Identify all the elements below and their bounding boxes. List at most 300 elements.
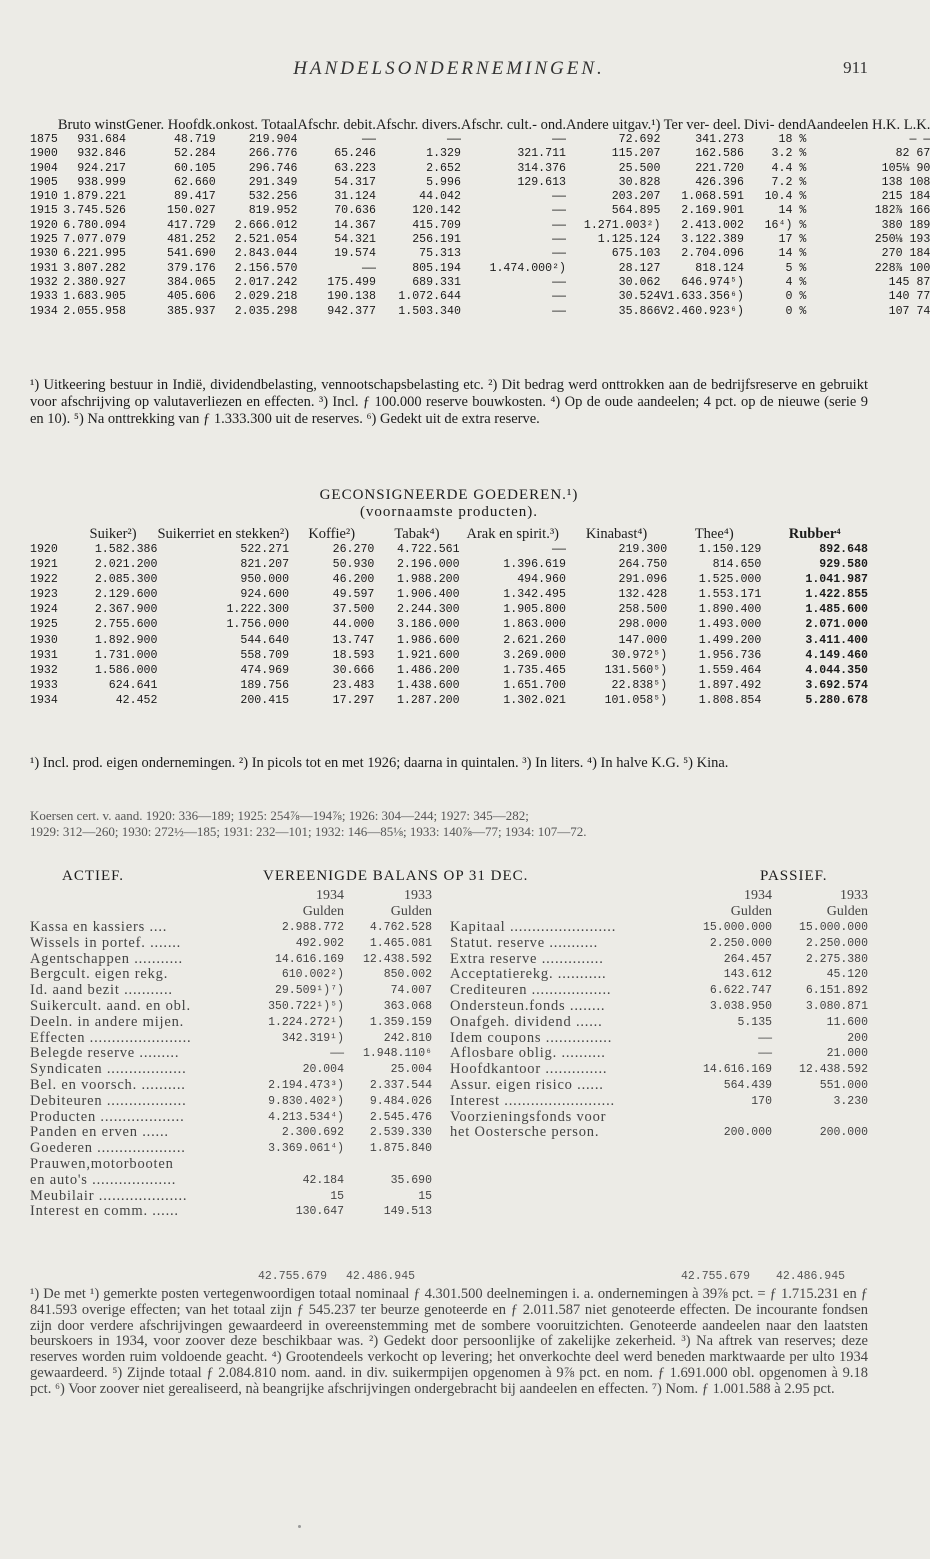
table-cell: 2.021.200: [94, 558, 158, 572]
asset-row: [30, 1094, 432, 1110]
asset-row: [30, 1110, 432, 1126]
table-cell: 2.621.260: [503, 633, 566, 647]
table-cell: 7.2 %: [771, 175, 807, 189]
asset-value-1933: 149.513: [383, 1205, 432, 1219]
table-row: [30, 587, 868, 602]
asset-value-1934: 130.647: [295, 1205, 344, 1219]
table-cell: 1.150.129: [698, 543, 762, 556]
table-cell: 2.129.600: [94, 588, 158, 602]
table-cell: 1.486.200: [396, 663, 460, 677]
liability-value-1933: 200.000: [819, 1126, 868, 1140]
row-year: 1932: [30, 275, 58, 289]
table-cell: 221.720: [695, 161, 744, 175]
asset-value-1933: 2.545.476: [369, 1110, 432, 1124]
table-cell: 341.273: [695, 133, 744, 146]
table-cell: 101.058⁵): [604, 693, 668, 707]
assets-unit-1934: Gulden: [302, 904, 344, 919]
results-notes: [30, 377, 868, 428]
table-cell: 50.930: [332, 558, 375, 572]
table-cell: 75.313: [419, 247, 461, 261]
table-cell: 162.586: [695, 147, 744, 161]
asset-row: [30, 952, 432, 968]
asset-row: [30, 999, 432, 1015]
table-cell: 1.956.736: [698, 648, 762, 662]
liability-value-1934: 200.000: [723, 1126, 772, 1140]
asset-row: [30, 983, 432, 999]
table-cell: 2.244.300: [396, 603, 460, 617]
liability-row: [450, 952, 868, 968]
table-cell: 4 %: [785, 275, 807, 289]
asset-row: [30, 1173, 432, 1189]
table-cell: 0 %: [785, 304, 807, 318]
asset-row: [30, 936, 432, 952]
table-cell: 1.808.854: [698, 693, 762, 707]
results-col-header: Divi- dend: [743, 117, 807, 133]
table-cell: 131.560⁵): [604, 663, 668, 677]
table-row: [30, 162, 930, 176]
table-cell: 385.937: [167, 304, 216, 318]
table-cell: 3.411.400: [805, 633, 868, 647]
table-cell: 258.500: [618, 603, 668, 617]
table-cell: 415.709: [412, 218, 461, 232]
table-cell: 3.269.000: [503, 648, 566, 662]
goods-col-header: Tabak⁴): [394, 526, 440, 542]
table-cell: 72.692: [618, 133, 661, 146]
asset-label: Kassa en kassiers ....: [30, 919, 168, 935]
table-cell: 52.284: [173, 147, 216, 161]
table-cell: 474.969: [240, 663, 290, 677]
table-cell: 18 %: [778, 133, 807, 146]
asset-row: [30, 1015, 432, 1031]
results-table: [30, 118, 930, 319]
table-cell: 929.580: [819, 558, 868, 572]
table-cell: ——: [552, 275, 567, 289]
asset-value-1933: 25.004: [390, 1063, 432, 1077]
results-col-header: onkost. Totaal: [215, 117, 298, 133]
liability-value-1933: 2.275.380: [805, 952, 868, 966]
table-cell: 1.988.200: [396, 573, 460, 587]
table-cell: 190.138: [327, 290, 376, 304]
table-cell: 35.866: [618, 304, 661, 318]
table-cell: ——: [552, 304, 567, 318]
liability-value-1934: 15.000.000: [702, 921, 772, 934]
table-cell: 17.297: [332, 693, 375, 707]
table-row: [30, 290, 930, 304]
table-cell: 1.068.591: [681, 190, 744, 204]
table-cell: 1.879.221: [63, 190, 126, 204]
asset-value-1933: 363.068: [383, 999, 432, 1013]
table-cell: 6.780.094: [63, 218, 126, 232]
results-col-header: Afschr. divers.: [375, 117, 461, 133]
table-cell: 37.500: [332, 603, 375, 617]
goods-notes-text: ¹) Incl. prod. eigen ondernemingen. ²) In picols tot en met 1926; daarna in quintalen. ³) In liters. ⁴) In halve K.G. ⁵) Kina.: [30, 755, 729, 771]
goods-col-header: Koffie²): [308, 526, 356, 542]
table-cell: ——: [362, 261, 376, 275]
asset-row: [30, 1125, 432, 1141]
row-year: 1925: [30, 233, 58, 247]
liabilities-unit-1934: Gulden: [730, 904, 772, 919]
asset-value-1934: 1.224.272¹): [268, 1015, 344, 1029]
row-year: 1905: [30, 175, 58, 189]
liability-value-1933: 551.000: [819, 1078, 868, 1092]
table-cell: 564.895: [611, 204, 661, 218]
asset-label: Bel. en voorsch. ..........: [30, 1076, 186, 1093]
table-row: [30, 133, 930, 147]
row-year: 1920: [30, 218, 58, 232]
table-cell: 200.415: [240, 693, 290, 707]
results-notes-text: ¹) Uitkeering bestuur in Indië, dividendbelasting, vennootschapsbelasting etc. ²) Dit bedrag werd onttrokken aan de bedrijfsreserve en gebruikt voor afschrijving op valutaverliezen en effecten. ³) Incl. ƒ 100.000 reserve bouwkosten. ⁴) Op de oude aandeelen; 4 pct. op de nieuwe (serie 9 en 10). ⁵) Na onttrekking van ƒ 1.333.300 uit de reserves. ⁶) Gedekt uit de extra reserve.: [30, 377, 868, 427]
table-cell: 5.280.678: [805, 693, 868, 707]
row-year: 1933: [30, 678, 58, 692]
table-cell: 105⅛ 90: [881, 161, 930, 175]
liability-label: Ondersteun.fonds ........: [450, 997, 606, 1014]
table-cell: — —: [909, 133, 930, 146]
asset-value-1933: [344, 1157, 432, 1173]
table-row: [30, 542, 868, 557]
asset-value-1934: 20.004: [302, 1063, 344, 1077]
liability-row: [450, 983, 868, 999]
balance-footnote: [30, 1287, 868, 1398]
asset-value-1934: 2.300.692: [281, 1126, 344, 1140]
table-cell: 624.641: [108, 678, 158, 692]
passief-label: PASSIEF.: [760, 868, 828, 884]
liability-value-1934: 264.457: [723, 952, 772, 966]
table-row: [30, 190, 930, 204]
liability-row: [450, 1046, 868, 1062]
table-cell: 14.367: [334, 218, 376, 232]
table-cell: 17 %: [778, 233, 807, 247]
asset-row: [30, 1141, 432, 1157]
row-year: 1930: [30, 247, 58, 261]
table-row: [30, 247, 930, 261]
liability-value-1934: ——: [758, 1031, 772, 1045]
table-cell: 2.017.242: [234, 275, 298, 289]
asset-row: [30, 1189, 432, 1205]
table-cell: 31.124: [334, 190, 376, 204]
asset-label: Bergcult. eigen rekg.: [30, 966, 169, 983]
liability-value-1934: 143.612: [723, 968, 772, 982]
table-cell: ——: [552, 247, 567, 261]
asset-row: [30, 1062, 432, 1078]
page-number: 911: [843, 58, 868, 77]
table-row: [30, 663, 868, 678]
asset-label: Meubilair ....................: [30, 1187, 188, 1204]
table-cell: 65.246: [334, 147, 376, 161]
table-cell: 380 189: [881, 218, 930, 232]
asset-label: Interest en comm. ......: [30, 1203, 179, 1220]
table-cell: 541.690: [167, 247, 216, 261]
asset-row: [30, 1157, 432, 1173]
table-cell: 2.380.927: [63, 275, 126, 289]
table-cell: 532.256: [248, 190, 298, 204]
ink-speck: [298, 1525, 301, 1528]
table-cell: 805.194: [412, 261, 461, 275]
asset-value-1933: 1.359.159: [369, 1015, 432, 1029]
table-cell: 1.474.000²): [489, 261, 567, 275]
assets-total-1933: 42.486.945: [346, 1270, 416, 1283]
table-cell: 3.122.389: [681, 233, 744, 247]
table-cell: 54.317: [334, 175, 376, 189]
liability-label: het Oostersche person.: [450, 1124, 600, 1141]
table-cell: ——: [552, 218, 567, 232]
liability-label: Crediteuren ..................: [450, 982, 612, 999]
asset-value-1934: 342.319¹): [281, 1031, 344, 1045]
table-cell: 819.952: [248, 204, 298, 218]
table-cell: 1.890.400: [698, 603, 762, 617]
table-cell: 924.217: [77, 161, 126, 175]
table-cell: 892.648: [819, 543, 868, 556]
table-cell: 5 %: [785, 261, 807, 275]
asset-value-1934: 9.830.402³): [268, 1094, 344, 1108]
table-cell: 219.300: [618, 543, 668, 556]
table-cell: 1.041.987: [805, 573, 868, 587]
asset-label: Suikercult. aand. en obl.: [30, 997, 191, 1014]
table-cell: 2.071.000: [805, 618, 868, 632]
table-cell: 1.586.000: [94, 663, 158, 677]
asset-label: Prauwen,motorbooten: [30, 1155, 174, 1172]
asset-label: Syndicaten ..................: [30, 1061, 187, 1078]
table-cell: 60.105: [173, 161, 216, 175]
table-cell: 0 %: [785, 290, 807, 304]
results-col-header: Aandeelen H.K. L.K.: [806, 117, 930, 133]
table-cell: 256.191: [412, 233, 461, 247]
table-cell: 16⁴) %: [764, 218, 807, 232]
balance-liabilities: [450, 888, 868, 1141]
table-row: [30, 557, 868, 572]
table-cell: 7.077.079: [63, 233, 126, 247]
asset-value-1934: ——: [330, 1047, 344, 1061]
table-cell: 291.349: [248, 175, 298, 189]
goods-table: [30, 526, 868, 708]
table-cell: 2.652: [426, 161, 461, 175]
liability-value-1933: 15.000.000: [798, 921, 868, 934]
table-cell: 1.499.200: [698, 633, 762, 647]
table-cell: 4.722.561: [396, 543, 460, 556]
asset-label: Effecten .......................: [30, 1029, 192, 1046]
table-cell: 384.065: [167, 275, 216, 289]
table-cell: 544.640: [240, 633, 290, 647]
asset-value-1933: 12.438.592: [362, 952, 432, 966]
goods-col-header: [30, 526, 69, 542]
table-cell: 266.776: [248, 147, 298, 161]
liability-row: [450, 1094, 868, 1110]
row-year: 1932: [30, 663, 58, 677]
running-title: HANDELSONDERNEMINGEN.: [293, 58, 605, 79]
table-cell: 1.125.124: [597, 233, 661, 247]
table-cell: 2.156.570: [234, 261, 298, 275]
page-header: [30, 58, 868, 88]
asset-row: [30, 1031, 432, 1047]
table-cell: 30.062: [618, 275, 661, 289]
liability-label: Idem coupons ...............: [450, 1029, 613, 1046]
asset-value-1933: 15: [418, 1189, 432, 1203]
table-cell: 82 67: [895, 147, 930, 161]
table-cell: 2.413.002: [681, 218, 744, 232]
table-cell: 1.582.386: [94, 543, 158, 556]
table-cell: 689.331: [412, 275, 461, 289]
table-cell: ——: [362, 133, 376, 146]
row-year: 1922: [30, 573, 58, 587]
asset-value-1933: 242.810: [383, 1031, 432, 1045]
table-cell: ——: [551, 543, 566, 556]
liability-value-1934: 564.439: [723, 1078, 772, 1092]
table-cell: 558.709: [240, 648, 290, 662]
asset-value-1933: 74.007: [390, 984, 432, 998]
assets-year-1934: 1934: [316, 888, 344, 903]
row-year: 1904: [30, 161, 58, 175]
table-cell: 379.176: [167, 261, 216, 275]
table-cell: 1.422.855: [805, 588, 868, 602]
table-cell: 1.493.000: [698, 618, 762, 632]
liability-value-1933: 200: [847, 1031, 868, 1045]
share-prices-line-2: 1929: 312—260; 1930: 272½—185; 1931: 232—101; 1932: 146—85⅛; 1933: 140⅞—77; 1934: 107—72.: [30, 824, 587, 839]
liability-value-1934: 6.622.747: [709, 984, 772, 998]
table-cell: 1.525.000: [698, 573, 762, 587]
table-cell: ——: [552, 133, 567, 146]
table-cell: 132.428: [618, 588, 668, 602]
table-cell: 426.396: [695, 175, 744, 189]
table-cell: 298.000: [618, 618, 668, 632]
row-year: 1900: [30, 147, 58, 161]
section-heading: GECONSIGNEERDE GOEDEREN.¹): [319, 487, 579, 503]
asset-value-1934: 4.213.534⁴): [268, 1110, 344, 1124]
table-cell: 1.906.400: [396, 588, 460, 602]
table-cell: 89.417: [173, 190, 216, 204]
liability-value-1933: 6.151.892: [805, 984, 868, 998]
table-cell: 1.863.000: [503, 618, 566, 632]
table-cell: 25.500: [618, 161, 661, 175]
section-subheading: (voornaamste producten).: [359, 504, 539, 520]
liabilities-year-1934: 1934: [744, 888, 772, 903]
table-cell: 54.321: [334, 233, 376, 247]
results-col-header: Bruto winst: [57, 117, 126, 133]
row-year: 1875: [30, 133, 58, 146]
section-title: [30, 487, 868, 521]
table-cell: 22.838⁵): [611, 678, 668, 692]
row-year: 1924: [30, 603, 58, 617]
table-cell: 63.223: [334, 161, 376, 175]
row-year: 1934: [30, 304, 58, 318]
asset-value-1933: 1.465.081: [369, 936, 432, 950]
asset-value-1934: 2.194.473³): [268, 1078, 344, 1092]
table-cell: 296.746: [248, 161, 298, 175]
liability-value-1933: 11.600: [826, 1015, 868, 1029]
asset-value-1933: 9.484.026: [369, 1094, 432, 1108]
goods-col-header: Suikerriet en stekken²): [157, 526, 290, 542]
table-row: [30, 276, 930, 290]
table-cell: 1.302.021: [503, 693, 566, 707]
table-cell: 129.613: [517, 175, 567, 189]
table-cell: 5.996: [426, 175, 461, 189]
table-cell: 2.035.298: [234, 304, 298, 318]
table-cell: 107 74: [888, 304, 930, 318]
asset-label: Producten ...................: [30, 1108, 185, 1125]
table-cell: 189.756: [240, 678, 290, 692]
table-cell: 23.483: [332, 678, 375, 692]
table-cell: 4.149.460: [805, 648, 868, 662]
table-row: [30, 305, 930, 319]
table-cell: 522.271: [240, 543, 290, 556]
liability-label: Onafgeh. dividend ......: [450, 1013, 603, 1030]
asset-row: [30, 1204, 432, 1220]
table-cell: 48.719: [173, 133, 216, 146]
liability-value-1933: 45.120: [826, 968, 868, 982]
table-cell: 3.745.526: [63, 204, 126, 218]
table-cell: 2.196.000: [396, 558, 460, 572]
table-cell: 10.4 %: [764, 190, 807, 204]
asset-value-1933: 35.690: [390, 1173, 432, 1187]
results-col-header: Andere uitgav.¹): [566, 117, 661, 133]
table-cell: 3.2 %: [771, 147, 807, 161]
liability-label: Acceptatierekg. ...........: [450, 966, 607, 983]
table-cell: 494.960: [517, 573, 566, 587]
table-cell: 250⅛ 193: [874, 233, 930, 247]
table-cell: 30.524: [618, 290, 661, 304]
table-row: [30, 602, 868, 617]
goods-notes: [30, 755, 868, 772]
liability-value-1934: 3.038.950: [709, 999, 772, 1013]
table-cell: 42.452: [115, 693, 158, 707]
table-cell: 2.085.300: [94, 573, 158, 587]
asset-label: en auto's ...................: [30, 1171, 177, 1188]
table-cell: 938.999: [77, 175, 126, 189]
table-cell: 1.287.200: [396, 693, 460, 707]
table-cell: 931.684: [77, 133, 126, 146]
row-year: 1915: [30, 204, 58, 218]
table-row: [30, 572, 868, 587]
asset-value-1934: 3.369.061⁴): [268, 1142, 344, 1156]
asset-row: [30, 1078, 432, 1094]
table-cell: 147.000: [618, 633, 668, 647]
asset-row: [30, 1046, 432, 1062]
liability-value-1933: 12.438.592: [798, 1063, 868, 1077]
table-cell: 1.503.340: [398, 304, 461, 318]
table-cell: 264.750: [618, 558, 668, 572]
table-cell: 44.042: [419, 190, 461, 204]
table-cell: 2.755.600: [94, 618, 158, 632]
table-row: [30, 219, 930, 233]
table-cell: 1.897.492: [698, 678, 762, 692]
table-cell: 28.127: [618, 261, 661, 275]
table-cell: 291.096: [618, 573, 668, 587]
table-cell: 203.207: [611, 190, 661, 204]
asset-value-1934: 42.184: [302, 1173, 344, 1187]
asset-label: Belegde reserve .........: [30, 1045, 180, 1062]
liability-value-1933: 21.000: [826, 1047, 868, 1061]
asset-value-1933: 4.762.528: [369, 921, 432, 934]
liability-value-1933: 3.080.871: [805, 999, 868, 1013]
table-cell: 2.704.096: [681, 247, 744, 261]
asset-label: Deeln. in andere mijen.: [30, 1013, 185, 1030]
table-cell: 138 108: [881, 175, 930, 189]
liability-row: [450, 967, 868, 983]
table-cell: 6.221.995: [63, 247, 126, 261]
table-row: [30, 633, 868, 648]
table-cell: 182⅞ 166: [874, 204, 930, 218]
table-cell: 1.271.003²): [583, 218, 661, 232]
table-cell: 30.666: [332, 663, 375, 677]
table-cell: 950.000: [240, 573, 290, 587]
row-year: 1934: [30, 693, 58, 707]
table-cell: 675.103: [611, 247, 661, 261]
asset-value-1934: [256, 1157, 344, 1173]
table-cell: 1.438.600: [396, 678, 460, 692]
liability-row: [450, 936, 868, 952]
row-year: 1931: [30, 261, 58, 275]
asset-row: [30, 967, 432, 983]
table-cell: 1.329: [426, 147, 461, 161]
table-cell: 1.731.000: [94, 648, 158, 662]
